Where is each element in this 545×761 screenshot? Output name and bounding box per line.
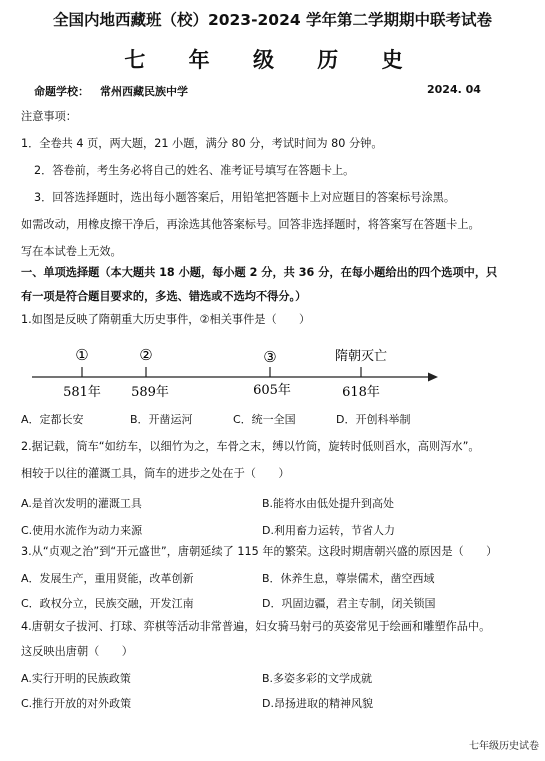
q3-option-d: D．巩固边疆，君主专制，闭关锁国 bbox=[262, 597, 436, 610]
q1-option-c: C．统一全国 bbox=[233, 413, 296, 426]
q1-option-b: B．开凿运河 bbox=[130, 413, 193, 426]
q3-option-a: A．发展生产，重用贤能，改革创新 bbox=[21, 572, 194, 585]
q2-stem: 2.据记载，筒车“如纺车，以细竹为之，车骨之末，缚以竹筒，旋转时低则舀水，高则泻水”。 bbox=[21, 440, 480, 453]
notice-item-3-cont: 如需改动，用橡皮擦干净后，再涂选其他答案标号。回答非选择题时，将答案写在答题卡上。 bbox=[21, 218, 480, 231]
q1-option-d: D．开创科举制 bbox=[336, 413, 411, 426]
q1-timeline bbox=[0, 340, 545, 410]
timeline-year-4: 618年 bbox=[342, 385, 380, 400]
notice-item-2: 2．答卷前，考生务必将自己的姓名、准考证号填写在答题卡上。 bbox=[34, 164, 355, 177]
timeline-marker-2: ② bbox=[139, 346, 153, 364]
q4-stem: 4.唐朝女子拔河、打球、弈棋等活动非常普遍，妇女骑马射弓的英姿常见于绘画和雕塑作品中。 bbox=[21, 620, 491, 633]
section-1-heading-cont: 有一项是符合题目要求的，多选、错选或不选均不得分。） bbox=[21, 290, 307, 303]
notice-item-3-end: 写在本试卷上无效。 bbox=[21, 245, 122, 258]
q4-option-b: B.多姿多彩的文学成就 bbox=[262, 672, 373, 685]
notice-item-3: 3．回答选择题时，选出每小题答案后，用铅笔把答题卡上对应题目的答案标号涂黑。 bbox=[34, 191, 456, 204]
q4-option-c: C.推行开放的对外政策 bbox=[21, 697, 132, 710]
timeline-marker-3: ③ bbox=[263, 348, 277, 366]
timeline-year-3: 605年 bbox=[253, 383, 291, 398]
timeline-year-2: 589年 bbox=[131, 385, 169, 400]
q2-option-a: A.是首次发明的灌溉工具 bbox=[21, 497, 142, 510]
q2-option-b: B.能将水由低处提升到高处 bbox=[262, 497, 395, 510]
q3-stem: 3.从“贞观之治”到“开元盛世”，唐朝延续了 115 年的繁荣。这段时期唐朝兴盛的原因是（ ） bbox=[21, 545, 498, 558]
notice-item-1: 1．全卷共 4 页，两大题，21 小题，满分 80 分，考试时间为 80 分钟。 bbox=[21, 137, 383, 150]
exam-date: 2024. 04 bbox=[427, 83, 481, 96]
notice-heading: 注意事项： bbox=[21, 110, 77, 123]
school-label: 命题学校： bbox=[34, 85, 89, 98]
timeline-marker-4: 隋朝灭亡 bbox=[334, 349, 388, 364]
q3-option-b: B．休养生息，尊崇儒术，凿空西域 bbox=[262, 572, 435, 585]
q2-option-d: D.利用畜力运转，节省人力 bbox=[262, 524, 395, 537]
section-1-heading: 一、单项选择题（本大题共 18 小题，每小题 2 分，共 36 分，在每小题给出的四个选项中，只 bbox=[21, 266, 498, 279]
q4-stem-cont: 这反映出唐朝（ ） bbox=[21, 645, 133, 658]
q2-stem-cont: 相较于以往的灌溉工具，筒车的进步之处在于（ ） bbox=[21, 467, 290, 480]
page-footer: 七年级历史试卷 bbox=[469, 741, 539, 752]
q4-option-a: A.实行开明的民族政策 bbox=[21, 672, 131, 685]
timeline-year-1: 581年 bbox=[63, 385, 101, 400]
q1-stem: 1.如图是反映了隋朝重大历史事件，②相关事件是（ ） bbox=[21, 313, 311, 326]
q1-option-a: A．定都长安 bbox=[21, 413, 84, 426]
q4-option-d: D.昂扬进取的精神风貌 bbox=[262, 697, 373, 710]
exam-title: 全国内地西藏班（校）2023-2024 学年第二学期期中联考试卷 bbox=[52, 11, 493, 29]
exam-subject-title: 七 年 级 历 史 bbox=[124, 48, 421, 72]
q2-option-c: C.使用水流作为动力来源 bbox=[21, 524, 143, 537]
q3-option-c: C．政权分立，民族交融，开发江南 bbox=[21, 597, 194, 610]
timeline-marker-1: ① bbox=[75, 346, 89, 364]
school-name: 常州西藏民族中学 bbox=[100, 85, 188, 98]
